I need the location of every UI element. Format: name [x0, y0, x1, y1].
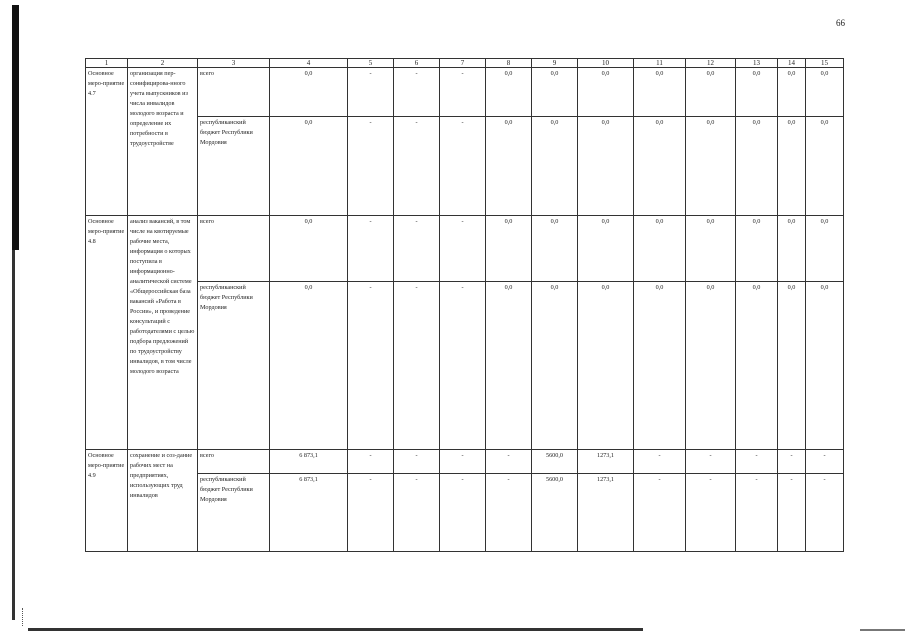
- value-cell: 0,0: [686, 68, 736, 117]
- header-cell: 15: [806, 59, 844, 68]
- value-cell: -: [348, 117, 394, 216]
- table-row: [86, 282, 844, 450]
- source-cell: всего: [198, 450, 270, 474]
- value-cell: 0,0: [270, 282, 348, 450]
- value-cell: 0,0: [486, 117, 532, 216]
- header-cell: 12: [686, 59, 736, 68]
- event-cell: Основное меро-приятие 4.8: [86, 216, 128, 450]
- event-cell: Основное меро-приятие 4.9: [86, 450, 128, 552]
- header-cell: 13: [736, 59, 778, 68]
- value-cell: -: [634, 450, 686, 474]
- value-cell: 6 873,1: [270, 474, 348, 552]
- value-cell: 0,0: [634, 216, 686, 282]
- value-cell: 0,0: [486, 282, 532, 450]
- value-cell: -: [440, 68, 486, 117]
- value-cell: 0,0: [532, 216, 578, 282]
- table-row: [86, 474, 844, 552]
- value-cell: 6 873,1: [270, 450, 348, 474]
- header-cell: 4: [270, 59, 348, 68]
- value-cell: 0,0: [270, 68, 348, 117]
- table-row: [86, 216, 844, 282]
- value-cell: 0,0: [806, 216, 844, 282]
- header-cell: 5: [348, 59, 394, 68]
- value-cell: 5600,0: [532, 474, 578, 552]
- scan-bottom-line: [860, 629, 905, 631]
- value-cell: -: [394, 474, 440, 552]
- header-cell: 2: [128, 59, 198, 68]
- value-cell: 0,0: [736, 68, 778, 117]
- value-cell: -: [394, 68, 440, 117]
- value-cell: -: [736, 450, 778, 474]
- header-cell: 6: [394, 59, 440, 68]
- header-cell: 3: [198, 59, 270, 68]
- value-cell: 0,0: [778, 216, 806, 282]
- value-cell: 0,0: [736, 117, 778, 216]
- source-cell: всего: [198, 68, 270, 117]
- source-cell: республиканский бюджет Республики Мордовия: [198, 282, 270, 450]
- value-cell: 0,0: [578, 117, 634, 216]
- value-cell: 0,0: [736, 216, 778, 282]
- header-cell: 1: [86, 59, 128, 68]
- value-cell: -: [394, 450, 440, 474]
- value-cell: 1273,1: [578, 450, 634, 474]
- value-cell: 0,0: [578, 282, 634, 450]
- value-cell: -: [348, 216, 394, 282]
- value-cell: 0,0: [806, 68, 844, 117]
- value-cell: 0,0: [578, 216, 634, 282]
- value-cell: -: [686, 450, 736, 474]
- value-cell: -: [348, 282, 394, 450]
- value-cell: 0,0: [686, 117, 736, 216]
- value-cell: 5600,0: [532, 450, 578, 474]
- value-cell: -: [440, 474, 486, 552]
- value-cell: -: [440, 450, 486, 474]
- value-cell: 0,0: [270, 216, 348, 282]
- value-cell: 0,0: [532, 117, 578, 216]
- scan-dots: [22, 608, 25, 626]
- value-cell: -: [348, 450, 394, 474]
- value-cell: 0,0: [634, 68, 686, 117]
- value-cell: 0,0: [578, 68, 634, 117]
- value-cell: -: [348, 68, 394, 117]
- value-cell: -: [806, 450, 844, 474]
- value-cell: -: [348, 474, 394, 552]
- header-cell: 8: [486, 59, 532, 68]
- table-row: [86, 450, 844, 474]
- header-cell: 9: [532, 59, 578, 68]
- source-cell: всего: [198, 216, 270, 282]
- table-row: [86, 68, 844, 117]
- value-cell: -: [440, 117, 486, 216]
- description-cell: сохранение и соз-дание рабочих мест на предприятиях, использующих труд инвалидов: [128, 450, 198, 552]
- value-cell: -: [440, 282, 486, 450]
- table-row: [86, 117, 844, 216]
- value-cell: 0,0: [686, 282, 736, 450]
- value-cell: 0,0: [532, 68, 578, 117]
- header-cell: 11: [634, 59, 686, 68]
- value-cell: 0,0: [778, 117, 806, 216]
- header-cell: 14: [778, 59, 806, 68]
- value-cell: 0,0: [806, 117, 844, 216]
- value-cell: 0,0: [634, 282, 686, 450]
- header-cell: 10: [578, 59, 634, 68]
- value-cell: -: [440, 216, 486, 282]
- value-cell: -: [778, 474, 806, 552]
- value-cell: -: [394, 282, 440, 450]
- value-cell: -: [686, 474, 736, 552]
- source-cell: республиканский бюджет Республики Мордовия: [198, 474, 270, 552]
- source-cell: республиканский бюджет Республики Мордовия: [198, 117, 270, 216]
- value-cell: 0,0: [778, 282, 806, 450]
- scan-edge-mark: [12, 5, 19, 250]
- header-row: [86, 59, 844, 68]
- value-cell: -: [778, 450, 806, 474]
- budget-table: [85, 58, 844, 552]
- value-cell: -: [394, 117, 440, 216]
- value-cell: -: [736, 474, 778, 552]
- header-cell: 7: [440, 59, 486, 68]
- page-number: 66: [836, 18, 845, 28]
- value-cell: -: [806, 474, 844, 552]
- value-cell: 0,0: [532, 282, 578, 450]
- value-cell: 1273,1: [578, 474, 634, 552]
- value-cell: 0,0: [634, 117, 686, 216]
- value-cell: 0,0: [270, 117, 348, 216]
- value-cell: -: [394, 216, 440, 282]
- scan-bottom-line: [28, 628, 643, 631]
- value-cell: -: [486, 450, 532, 474]
- value-cell: 0,0: [736, 282, 778, 450]
- description-cell: анализ вакансий, в том числе на квотируемые рабочие места, информация о которых поступила в информационно-аналитической системе «Общероссийская база вакансий «Работа в России», и проведение консультаций с работодателями с целью подбора предложений по трудоустройству инвалидов, в том числе молодого возраста: [128, 216, 198, 450]
- value-cell: 0,0: [486, 68, 532, 117]
- event-cell: Основное меро-приятие 4.7: [86, 68, 128, 216]
- description-cell: организация пер-сонифицирова-нного учета выпускников из числа инвалидов молодого возраста и определение их потребности в трудоустройстве: [128, 68, 198, 216]
- value-cell: 0,0: [686, 216, 736, 282]
- value-cell: 0,0: [806, 282, 844, 450]
- value-cell: 0,0: [778, 68, 806, 117]
- value-cell: -: [486, 474, 532, 552]
- value-cell: 0,0: [486, 216, 532, 282]
- scan-edge-mark: [12, 250, 15, 620]
- value-cell: -: [634, 474, 686, 552]
